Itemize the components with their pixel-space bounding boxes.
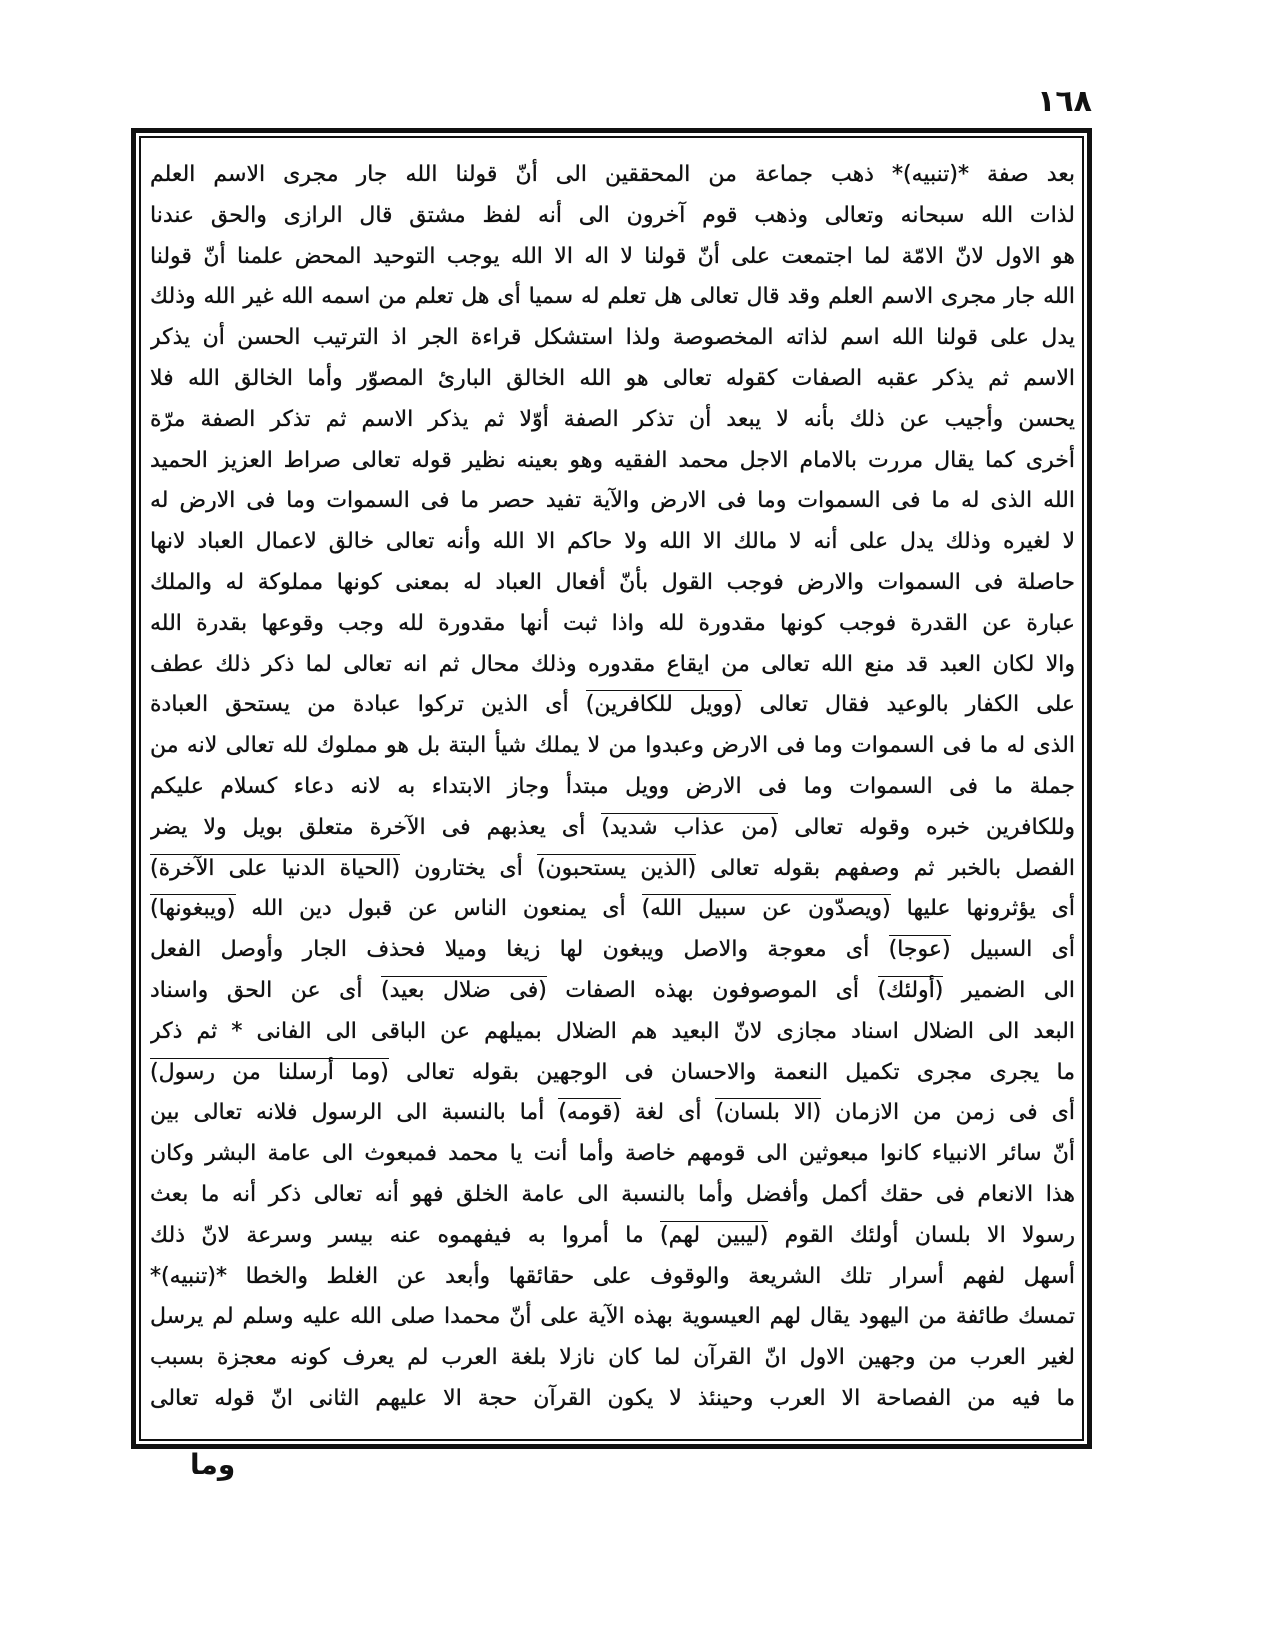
quran-quote: (أولئك): [877, 977, 944, 1003]
text-line: هذا الانعام فى حقك أكمل وأفضل وأما بالنسبة الى عامة الخلق فهو أنه تعالى ذكر أنه ما بعث: [150, 1181, 1075, 1207]
text-line: يحسن وأجيب عن ذلك بأنه لا يبعد أن تذكر الصفة أوّلا ثم يذكر الاسم ثم تذكر الصفة مرّة: [150, 406, 1075, 432]
text-line: الفصل بالخبر ثم وصفهم بقوله تعالى (الذين يستحبون) أى يختارون (الحياة الدنيا على الآخرة): [150, 855, 1075, 881]
text-line: لا لغيره وذلك يدل على أنه لا مالك الا الله ولا حاكم الا الله وأنه تعالى خالق لاعمال العباد لانها: [150, 529, 1075, 555]
text-line: رسولا الا بلسان أولئك القوم (ليبين لهم) ما أمروا به فيفهموه عنه بيسر وسرعة لانّ ذلك: [150, 1222, 1075, 1248]
quran-quote: (ويصدّون عن سبيل الله): [641, 896, 891, 922]
text-line: جملة ما فى السموات وما فى الارض وويل مبتدأ وجاز الابتداء به لانه دعاء كسلام عليكم: [150, 773, 1075, 799]
text-line: تمسك طائفة من اليهود يقال لهم العيسوية بهذه الآية على أنّ محمدا صلى الله عليه وسلم لم يرسل: [150, 1304, 1075, 1330]
text-line: أى السبيل (عوجا) أى معوجة والاصل ويبغون لها زيغا وميلا فحذف الجار وأوصل الفعل: [150, 937, 1075, 963]
text-line: لغير العرب من وجهين الاول انّ القرآن لما كان نازلا بلغة العرب لم يعرف كونه معجزة بسبب: [150, 1345, 1075, 1371]
quran-quote: (الحياة الدنيا على الآخرة): [150, 855, 401, 881]
quran-quote: (الا بلسان): [715, 1100, 822, 1126]
quran-quote: (من عذاب شديد): [601, 814, 779, 840]
quran-quote: (ليبين لهم): [660, 1222, 769, 1248]
text-line: الاسم ثم يذكر عقبه الصفات كقوله تعالى هو الله الخالق البارئ المصوّر وأما الخالق الله فلا: [150, 365, 1075, 391]
text-line: حاصلة فى السموات والارض فوجب القول بأنّ أفعال العباد له بمعنى كونها مملوكة له والملك: [150, 569, 1075, 595]
text-line: الله جار مجرى الاسم العلم وقد قال تعالى هل تعلم له سميا أى هل تعلم من اسمه الله غير الله وذلك: [150, 284, 1075, 310]
text-line: أى يؤثرونها عليها (ويصدّون عن سبيل الله) أى يمنعون الناس عن قبول دين الله (ويبغونها): [150, 896, 1075, 922]
text-line: أسهل لفهم أسرار تلك الشريعة والوقوف على حقائقها وأبعد عن الغلط والخطا *(تنبيه)*: [150, 1263, 1075, 1289]
quran-quote: (فى ضلال بعيد): [381, 977, 547, 1003]
page-number: ١٦٨: [1037, 84, 1092, 119]
text-line: الذى له ما فى السموات وما فى الارض وعبدوا من لا يملك شيأ البتة بل هو مملوك لله تعالى لانه من: [150, 733, 1075, 759]
text-line: يدل على قولنا الله اسم لذاته المخصوصة ولذا استشكل قراءة الجر اذ الترتيب الحسن أن يذكر: [150, 325, 1075, 351]
text-line: على الكفار بالوعيد فقال تعالى (وويل للكافرين) أى الذين تركوا عبادة من يستحق العبادة: [150, 692, 1075, 718]
text-line: أخرى كما يقال مررت بالامام الاجل محمد الفقيه وهو بعينه نظير قوله تعالى صراط العزيز الحميد: [150, 447, 1075, 473]
text-line: البعد الى الضلال اسناد مجازى لانّ البعيد هم الضلال بميلهم عن الباقى الى الفانى * ثم ذكر: [150, 1018, 1075, 1044]
quran-quote: (ويبغونها): [150, 896, 236, 922]
text-line: ما فيه من الفصاحة الا العرب وحينئذ لا يكون القرآن حجة الا عليهم الثانى انّ قوله تعالى: [150, 1385, 1075, 1411]
catchword: وما: [190, 1448, 236, 1481]
text-line: عبارة عن القدرة فوجب كونها مقدورة لله واذا ثبت أنها مقدورة لله وجب وقوعها بقدرة الله: [150, 610, 1075, 636]
quran-quote: (وويل للكافرين): [585, 692, 743, 718]
text-body: [150, 155, 1075, 1420]
quran-quote: (وما أرسلنا من رسول): [150, 1059, 389, 1085]
text-line: أنّ سائر الانبياء كانوا مبعوثين الى قومهم خاصة وأما أنت يا محمد فمبعوث الى عامة البشر وكان: [150, 1141, 1075, 1167]
quran-quote: (عوجا): [888, 937, 951, 963]
quran-quote: (قومه): [558, 1100, 621, 1126]
text-line: الى الضمير (أولئك) أى الموصوفون بهذه الصفات (فى ضلال بعيد) أى عن الحق واسناد: [150, 977, 1075, 1003]
text-line: الله الذى له ما فى السموات وما فى الارض والآية تفيد حصر ما فى السموات وما فى الارض له: [150, 488, 1075, 514]
text-line: وللكافرين خبره وقوله تعالى (من عذاب شديد) أى يعذبهم فى الآخرة متعلق بويل ولا يضر: [150, 814, 1075, 840]
text-line: ما يجرى مجرى تكميل النعمة والاحسان فى الوجهين بقوله تعالى (وما أرسلنا من رسول): [150, 1059, 1075, 1085]
text-line: هو الاول لانّ الامّة لما اجتمعت على أنّ قولنا لا اله الا الله يوجب التوحيد المحض علمنا أنّ قولنا: [150, 243, 1075, 269]
text-line: والا لكان العبد قد منع الله تعالى من ايقاع مقدوره وذلك محال ثم انه تعالى لما ذكر ذلك عطف: [150, 651, 1075, 677]
quran-quote: (الذين يستحبون): [536, 855, 697, 881]
text-line: أى فى زمن من الازمان (الا بلسان) أى لغة (قومه) أما بالنسبة الى الرسول فلانه تعالى بين: [150, 1100, 1075, 1126]
text-line: بعد صفة *(تنبيه)* ذهب جماعة من المحققين الى أنّ قولنا الله جار مجرى الاسم العلم: [150, 162, 1075, 187]
text-line: لذات الله سبحانه وتعالى وذهب قوم آخرون الى أنه لفظ مشتق قال الرازى والحق عندنا: [150, 202, 1075, 228]
